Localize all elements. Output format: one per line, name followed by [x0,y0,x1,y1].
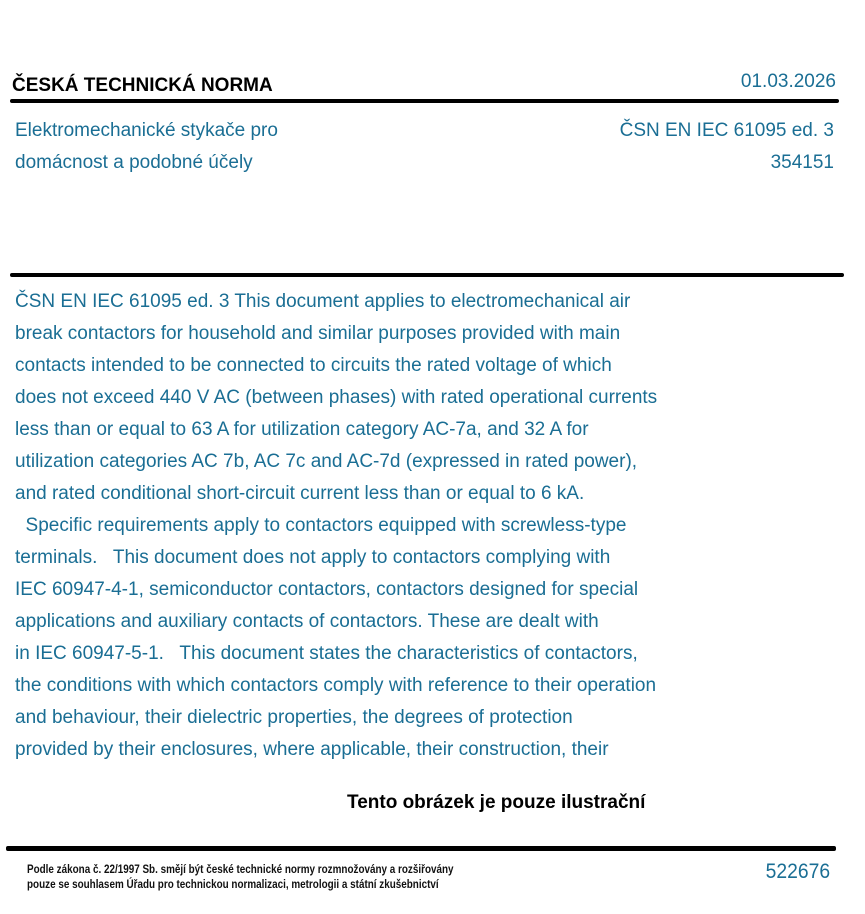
legal-notice-line: Podle zákona č. 22/1997 Sb. smějí být české technické normy rozmnožovány a rozšiřovány [27,864,454,876]
abstract-text [15,286,775,766]
abstract-line: contacts intended to be connected to circuits the rated voltage of which [15,355,612,376]
abstract-line: terminals. This document does not apply to contactors complying with [15,547,611,568]
abstract-line: IEC 60947-4-1, semiconductor contactors, contactors designed for special [15,579,639,600]
abstract-line: Specific requirements apply to contactors equipped with screwless-type [15,515,627,536]
abstract-line: less than or equal to 63 A for utilization category AC-7a, and 32 A for [15,419,589,440]
legal-notice [27,863,454,893]
standard-name-line: domácnost a podobné účely [15,152,253,173]
standard-name [15,115,278,179]
document-number: 522676 [765,860,830,883]
abstract-line: and rated conditional short-circuit current less than or equal to 6 kA. [15,483,585,504]
classification-number: 354151 [770,152,834,173]
abstract-line: the conditions with which contactors comply with reference to their operation [15,675,657,696]
section-divider [10,273,844,277]
standard-identification [620,115,834,179]
footer-divider [6,846,836,851]
abstract-line: ČSN EN IEC 61095 ed. 3 This document applies to electromechanical air [15,291,631,312]
abstract-line: provided by their enclosures, where applicable, their construction, their [15,739,609,760]
abstract-line: applications and auxiliary contacts of contactors. These are dealt with [15,611,599,632]
abstract-line: utilization categories AC 7b, AC 7c and AC-7d (expressed in rated power), [15,451,638,472]
legal-notice-line: pouze se souhlasem Úřadu pro technickou normalizaci, metrologii a státní zkušebnictví [27,879,439,891]
abstract-line: in IEC 60947-5-1. This document states the characteristics of contactors, [15,643,638,664]
abstract-line: does not exceed 440 V AC (between phases) with rated operational currents [15,387,658,408]
document-series-title: ČESKÁ TECHNICKÁ NORMA [12,75,273,96]
standard-designation: ČSN EN IEC 61095 ed. 3 [619,120,834,141]
illustration-caption: Tento obrázek je pouze ilustrační [347,792,646,813]
abstract-line: and behaviour, their dielectric properties, the degrees of protection [15,707,573,728]
header-divider [10,99,839,103]
standard-name-line: Elektromechanické stykače pro [15,120,278,141]
abstract-line: break contactors for household and similar purposes provided with main [15,323,621,344]
publication-date: 01.03.2026 [740,71,836,92]
